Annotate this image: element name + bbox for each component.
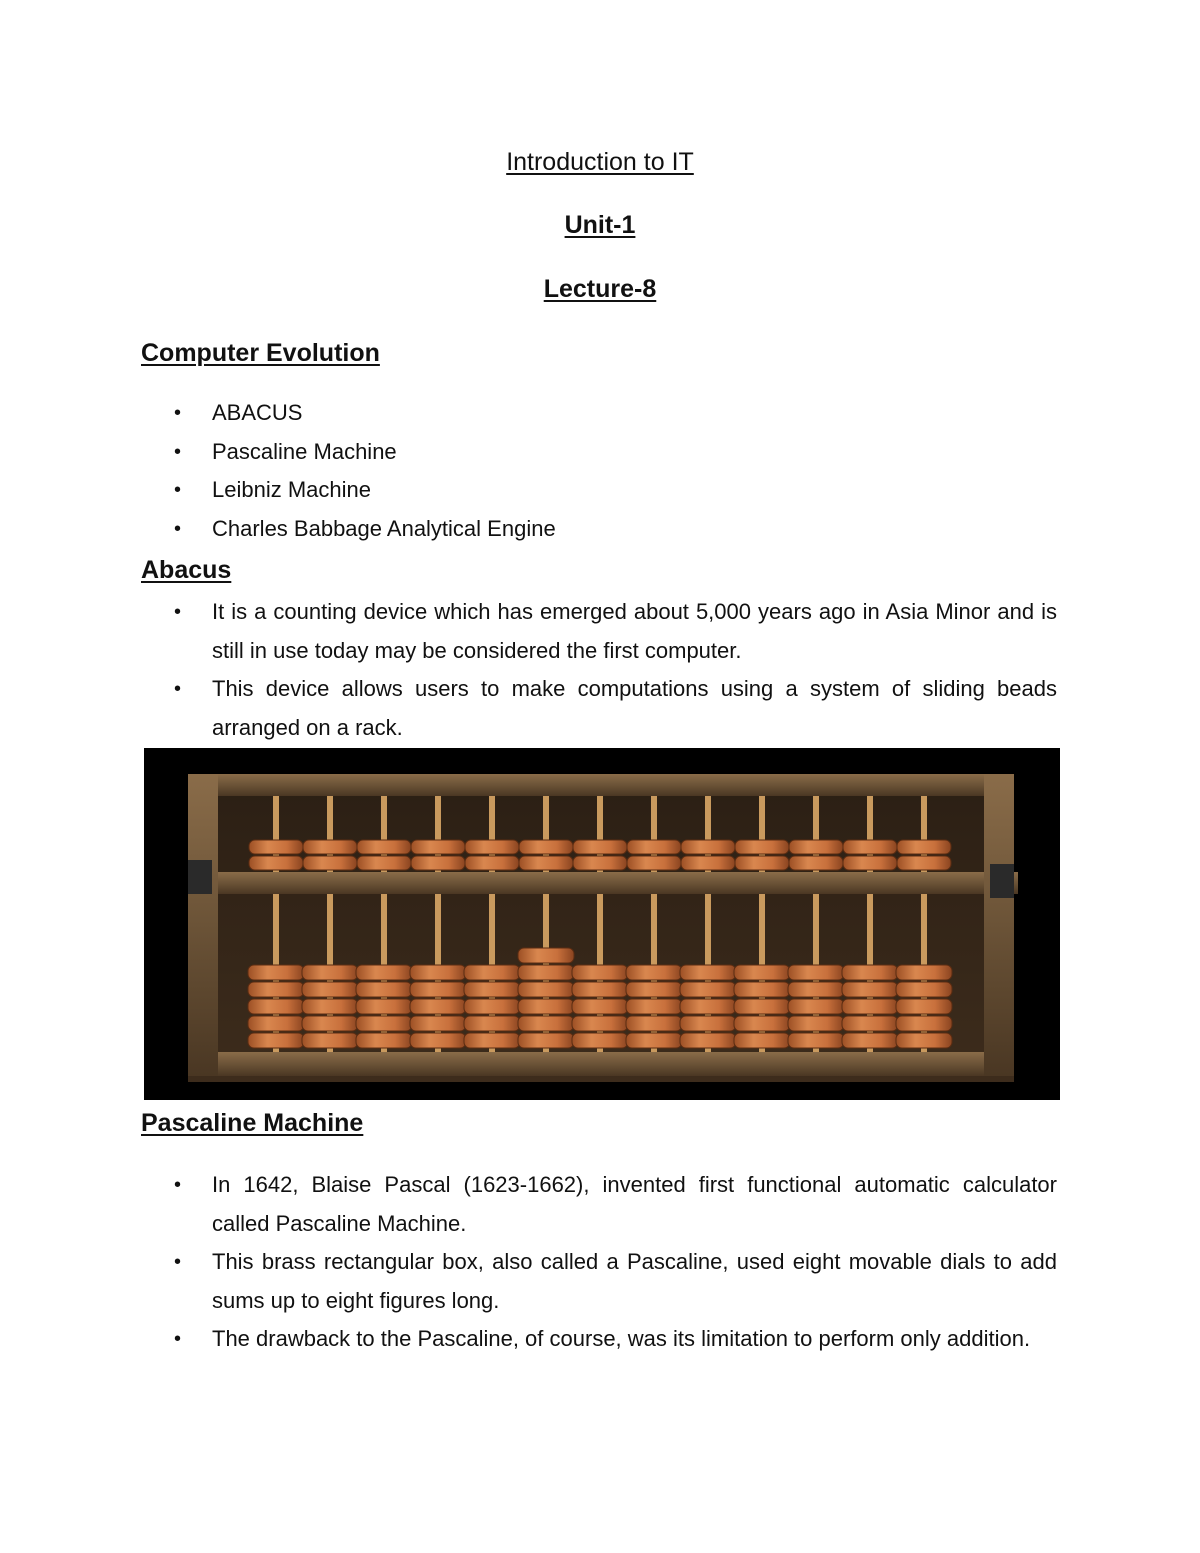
bullet-icon: •: [174, 1174, 182, 1196]
abacus-rod: [489, 794, 495, 1054]
abacus-bead: [248, 965, 304, 980]
abacus-bead: [734, 965, 790, 980]
abacus-bead: [357, 840, 411, 854]
abacus-divider-beam: [188, 872, 1018, 894]
pascaline-points: [0, 1166, 1057, 1359]
abacus-heading: Abacus: [141, 556, 232, 584]
abacus-left-hinge: [188, 860, 212, 894]
abacus-left-frame: [188, 774, 218, 1076]
abacus-rod: [759, 794, 765, 1054]
abacus-bead: [302, 1033, 358, 1048]
abacus-bead: [302, 1016, 358, 1031]
abacus-rod: [921, 794, 927, 1054]
abacus-bead: [464, 982, 520, 997]
list-item: • Charles Babbage Analytical Engine: [0, 510, 1057, 549]
abacus-bead: [518, 1016, 574, 1031]
abacus-bead: [356, 1033, 412, 1048]
bullet-icon: •: [174, 440, 182, 463]
abacus-bead: [896, 999, 952, 1014]
abacus-bead: [465, 840, 519, 854]
abacus-bead: [518, 982, 574, 997]
list-item: • Pascaline Machine: [0, 433, 1057, 472]
abacus-points: [0, 593, 1057, 747]
abacus-top-rail: [188, 774, 1014, 796]
list-item: • Leibniz Machine: [0, 471, 1057, 510]
abacus-bead: [411, 840, 465, 854]
abacus-bead: [734, 1016, 790, 1031]
abacus-bead: [626, 965, 682, 980]
abacus-bead: [626, 1033, 682, 1048]
abacus-bead: [519, 840, 573, 854]
abacus-bead: [626, 1016, 682, 1031]
abacus-bead: [248, 1033, 304, 1048]
pascaline-heading: Pascaline Machine: [141, 1109, 364, 1137]
abacus-rod: [651, 794, 657, 1054]
abacus-bead: [518, 1033, 574, 1048]
abacus-bead: [789, 856, 843, 870]
abacus-bead: [410, 1033, 466, 1048]
abacus-bead: [518, 948, 574, 963]
list-item: • This device allows users to make computations using a system of sliding beads arranged on a rack.: [0, 670, 1057, 747]
list-item: • In 1642, Blaise Pascal (1623-1662), invented first functional automatic calculator called Pascaline Machine.: [0, 1166, 1057, 1243]
abacus-bead: [627, 840, 681, 854]
abacus-bead: [356, 1016, 412, 1031]
abacus-bead: [302, 965, 358, 980]
abacus-bead: [788, 1033, 844, 1048]
abacus-bead: [680, 1033, 736, 1048]
abacus-bead: [788, 999, 844, 1014]
abacus-bead: [573, 856, 627, 870]
abacus-bead: [356, 965, 412, 980]
abacus-bead: [842, 1016, 898, 1031]
abacus-bead: [303, 856, 357, 870]
list-item: • The drawback to the Pascaline, of course, was its limitation to perform only addition.: [0, 1320, 1057, 1359]
abacus-bead: [626, 999, 682, 1014]
abacus-rod: [327, 794, 333, 1054]
list-item: • ABACUS: [0, 394, 1057, 433]
abacus-rod: [543, 794, 549, 1054]
abacus-rod: [705, 794, 711, 1054]
abacus-bead: [411, 856, 465, 870]
abacus-right-hinge: [990, 864, 1014, 898]
abacus-bead: [464, 1033, 520, 1048]
abacus-rod: [435, 794, 441, 1054]
abacus-bead: [464, 965, 520, 980]
abacus-bead: [843, 856, 897, 870]
abacus-bead: [789, 840, 843, 854]
abacus-bead: [572, 999, 628, 1014]
abacus-bead: [410, 1016, 466, 1031]
abacus-bead: [410, 982, 466, 997]
abacus-bead: [897, 856, 951, 870]
abacus-bead: [842, 982, 898, 997]
bullet-icon: •: [174, 1328, 182, 1350]
list-item: • It is a counting device which has emerged about 5,000 years ago in Asia Minor and is still in use today may be considered the first computer.: [0, 593, 1057, 670]
abacus-bead: [573, 840, 627, 854]
course-title: Introduction to IT: [506, 148, 694, 176]
abacus-bead: [303, 840, 357, 854]
abacus-bead: [627, 856, 681, 870]
abacus-bead: [356, 999, 412, 1014]
abacus-bead: [735, 856, 789, 870]
abacus-bead: [248, 1016, 304, 1031]
abacus-illustration: [144, 748, 1060, 1100]
abacus-bead: [464, 1016, 520, 1031]
abacus-bead: [843, 840, 897, 854]
bullet-icon: •: [174, 479, 182, 501]
lecture-title: Lecture-8: [543, 275, 657, 303]
bullet-icon: •: [174, 1251, 182, 1273]
bullet-icon: •: [174, 678, 182, 700]
abacus-bead: [896, 982, 952, 997]
abacus-bead: [248, 999, 304, 1014]
abacus-bead: [897, 840, 951, 854]
abacus-bead: [249, 840, 303, 854]
abacus-bead: [572, 1033, 628, 1048]
abacus-bead: [788, 1016, 844, 1031]
abacus-bead: [896, 965, 952, 980]
abacus-bead: [248, 982, 304, 997]
abacus-bead: [518, 999, 574, 1014]
bullet-icon: •: [174, 517, 182, 540]
abacus-bead: [735, 840, 789, 854]
abacus-rod: [597, 794, 603, 1054]
abacus-bead: [842, 999, 898, 1014]
abacus-bead: [249, 856, 303, 870]
abacus-bead: [734, 1033, 790, 1048]
abacus-rod: [381, 794, 387, 1054]
abacus-rod: [867, 794, 873, 1054]
abacus-bead: [680, 1016, 736, 1031]
computer-evolution-list: [0, 394, 1057, 548]
abacus-bead: [410, 999, 466, 1014]
abacus-bead: [680, 999, 736, 1014]
list-item: • This brass rectangular box, also called a Pascaline, used eight movable dials to add sums up to eight figures long.: [0, 1243, 1057, 1320]
abacus-bead: [842, 1033, 898, 1048]
abacus-bead: [572, 965, 628, 980]
abacus-bead: [788, 982, 844, 997]
abacus-bead: [680, 965, 736, 980]
abacus-bead: [518, 965, 574, 980]
abacus-bead: [626, 982, 682, 997]
abacus-rod: [273, 794, 279, 1054]
abacus-bead: [572, 1016, 628, 1031]
unit-title: Unit-1: [564, 211, 636, 239]
abacus-rod: [813, 794, 819, 1054]
abacus-bead: [842, 965, 898, 980]
abacus-bead: [572, 982, 628, 997]
abacus-bead: [681, 856, 735, 870]
abacus-bead: [302, 982, 358, 997]
abacus-right-frame: [984, 774, 1014, 1076]
abacus-bead: [681, 840, 735, 854]
abacus-bead: [788, 965, 844, 980]
abacus-bottom-rail: [188, 1052, 1014, 1076]
abacus-bead: [464, 999, 520, 1014]
abacus-bead: [896, 1033, 952, 1048]
abacus-bead: [356, 982, 412, 997]
abacus-bead: [302, 999, 358, 1014]
abacus-bead: [357, 856, 411, 870]
abacus-bead: [734, 982, 790, 997]
abacus-bead: [734, 999, 790, 1014]
abacus-bead: [465, 856, 519, 870]
computer-evolution-heading: Computer Evolution: [141, 339, 380, 367]
abacus-bead: [519, 856, 573, 870]
bullet-icon: •: [174, 601, 182, 623]
abacus-bead: [410, 965, 466, 980]
abacus-bead: [896, 1016, 952, 1031]
abacus-photo: [144, 748, 1060, 1100]
abacus-bead: [680, 982, 736, 997]
bullet-icon: •: [174, 402, 182, 424]
